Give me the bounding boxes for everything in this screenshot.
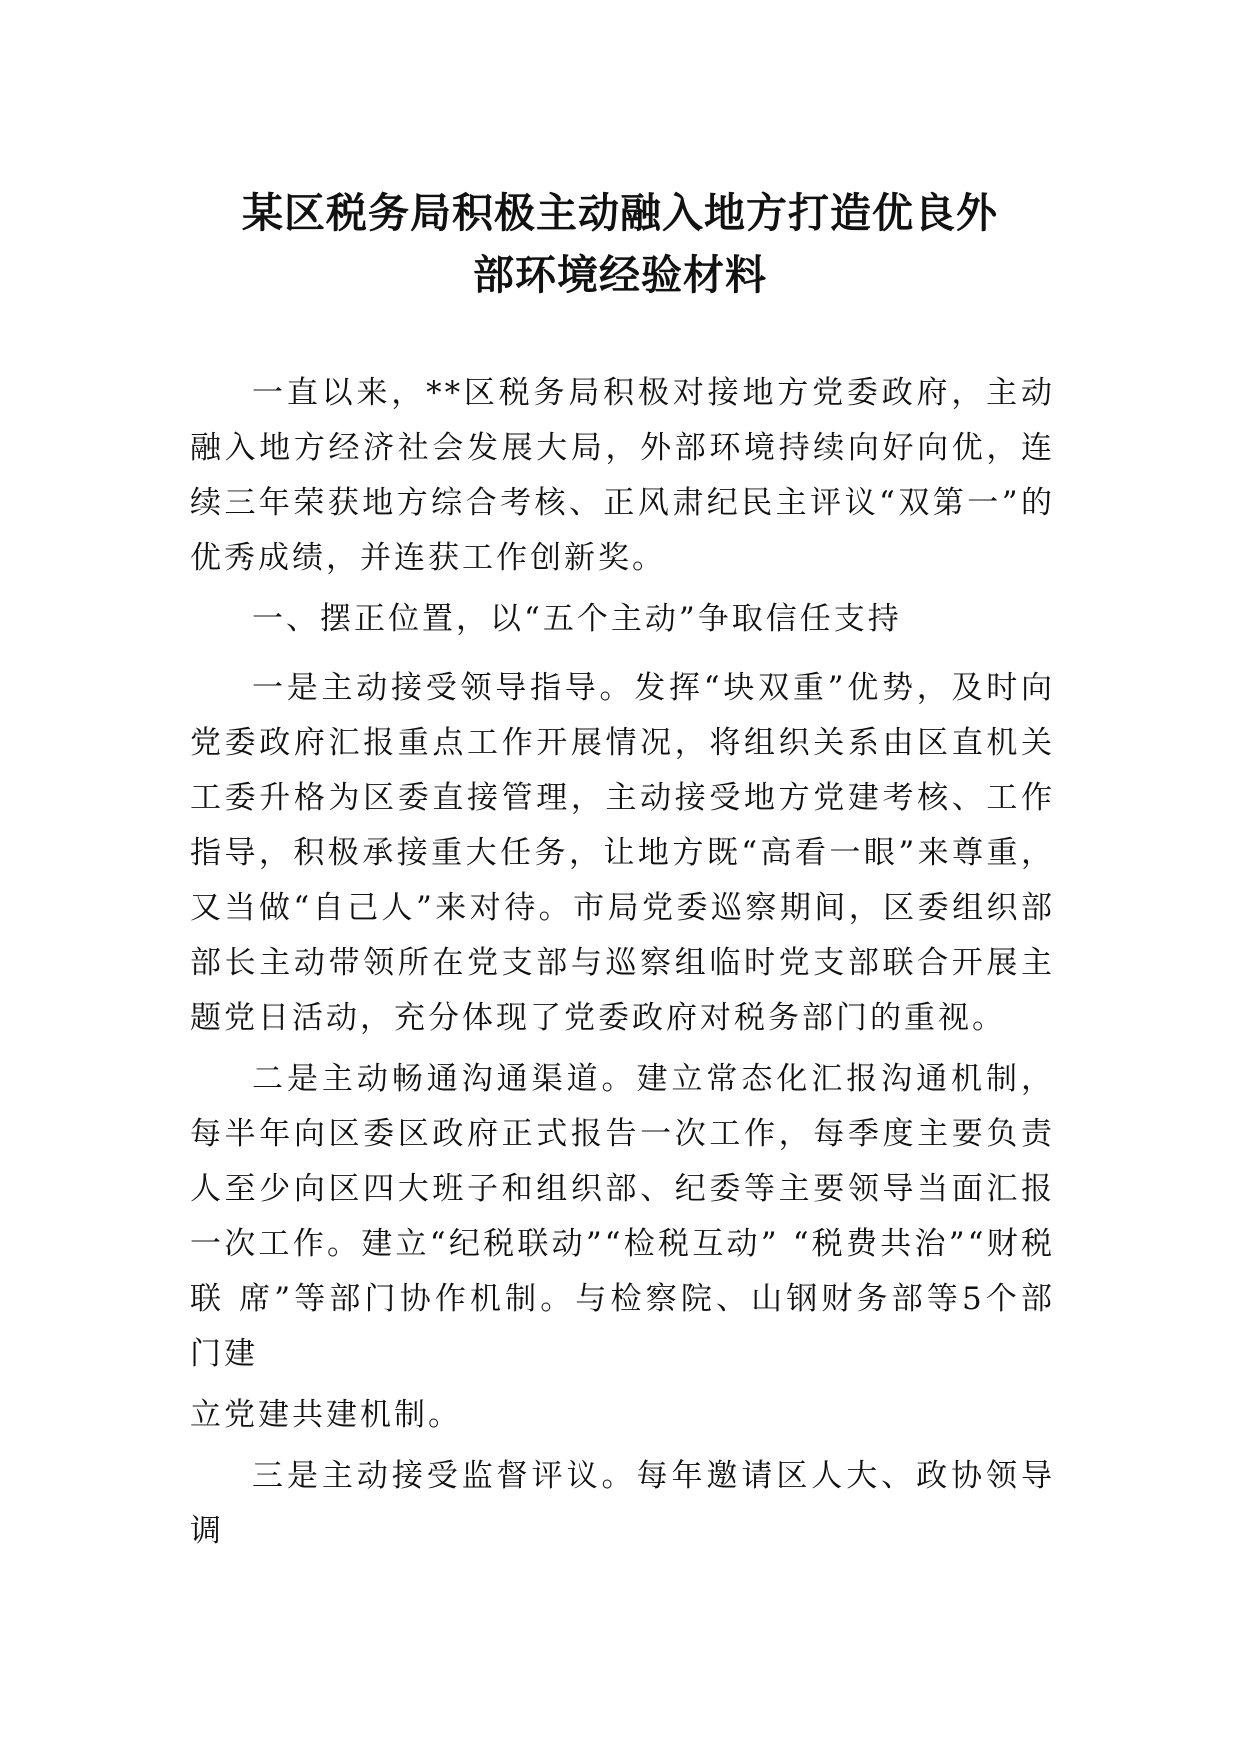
document-title xyxy=(180,182,1060,306)
document-body xyxy=(190,366,1055,1565)
body-paragraph-2: 二是主动畅通沟通渠道。建立常态化汇报沟通机制，每半年向区委区政府正式报告一次工作，每季度主要负责人至少向区四大班子和组织部、纪委等主要领导当面汇报一次工作。建立“纪税联动”“检税互动” “税费共治”“财税联 席”等部门协作机制。与检察院、山钢财务部等5个部门建 xyxy=(190,1061,1055,1372)
document-title-line-2: 部环境经验材料 xyxy=(473,251,767,299)
body-paragraph-2-continued: 立党建共建机制。 xyxy=(190,1397,462,1433)
document-title-line-1: 某区税务局积极主动融入地方打造优良外 xyxy=(242,189,998,237)
section-heading-1: 一、摆正位置，以“五个主动”争取信任支持 xyxy=(252,601,902,637)
intro-paragraph: 一直以来，**区税务局积极对接地方党委政府，主动融入地方经济社会发展大局，外部环境持续向好向优，连续三年荣获地方综合考核、正风肃纪民主评议“双第一”的优秀成绩，并连获工作创新奖。 xyxy=(190,375,1055,576)
body-paragraph-3: 三是主动接受监督评议。每年邀请区人大、政协领导调 xyxy=(190,1458,1055,1549)
body-paragraph-1: 一是主动接受领导指导。发挥“块双重”优势，及时向党委政府汇报重点工作开展情况，将组织关系由区直机关工委升格为区委直接管理，主动接受地方党建考核、工作指导，积极承接重大任务，让地方既“高看一眼”来尊重，又当做“自己人”来对待。市局党委巡察期间，区委组织部部长主动带领所在党支部与巡察组临时党支部联合开展主题党日活动，充分体现了党委政府对税务部门的重视。 xyxy=(190,670,1055,1036)
